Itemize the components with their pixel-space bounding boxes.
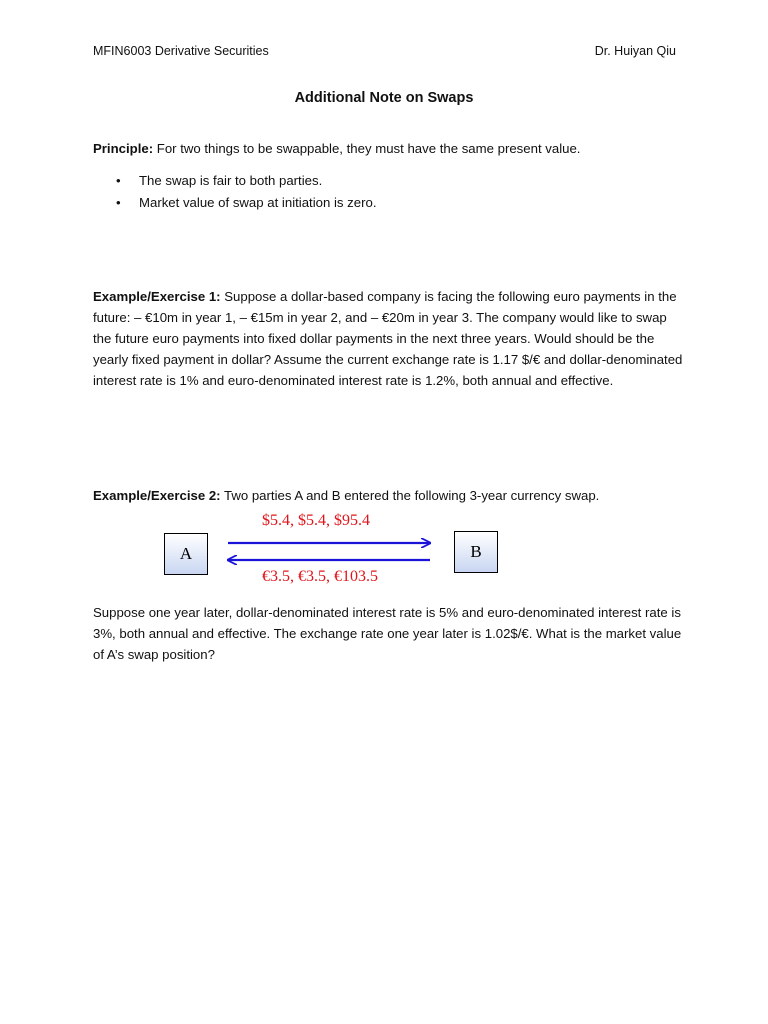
dollar-flows-label: $5.4, $5.4, $95.4	[262, 512, 370, 529]
bullet-list	[93, 170, 683, 214]
bullet-text: Market value of swap at initiation is zero.	[139, 195, 377, 210]
bullet-text: The swap is fair to both parties.	[139, 173, 323, 188]
exercise-2-question: Suppose one year later, dollar-denominated interest rate is 5% and euro-denominated interest rate is 3%, both annual and effective. The exchange rate one year later is 1.02$/€. What is the market value of A’s swap position?	[93, 605, 682, 662]
party-b-box: B	[454, 531, 498, 573]
list-item	[93, 192, 683, 214]
principle-paragraph	[93, 138, 683, 159]
exercise-1-text: Suppose a dollar-based company is facing the following euro payments in the future: – €10m in year 1, – €15m in year 2, and – €20m in year 3. The company would like to swap the future euro payments into fixed dollar payments in the next three years. Would should be the yearly fixed payment in dollar? Assume the current exchange rate is 1.17 $/€ and dollar-denominated interest rate is 1% and euro-denominated interest rate is 1.2%, both annual and effective.	[93, 289, 683, 388]
header-course: MFIN6003 Derivative Securities	[93, 44, 269, 58]
principle-text: For two things to be swappable, they must have the same present value.	[156, 141, 581, 156]
euro-flows-label: €3.5, €3.5, €103.5	[262, 568, 378, 585]
exercise-2-paragraph	[93, 485, 683, 506]
bullet-icon: •	[116, 195, 121, 210]
bullet-icon: •	[116, 173, 121, 188]
exercise-2-text: Two parties A and B entered the following 3-year currency swap.	[224, 488, 600, 503]
exercise-1-label: Example/Exercise 1:	[93, 289, 221, 304]
exercise-1-paragraph	[93, 286, 683, 391]
header-author: Dr. Huiyan Qiu	[594, 44, 676, 58]
document-title: Additional Note on Swaps	[294, 90, 474, 106]
list-item	[93, 170, 683, 192]
party-a-box: A	[164, 533, 208, 575]
swap-diagram	[150, 510, 510, 590]
exercise-2-label: Example/Exercise 2:	[93, 488, 221, 503]
principle-label: Principle:	[93, 141, 154, 156]
